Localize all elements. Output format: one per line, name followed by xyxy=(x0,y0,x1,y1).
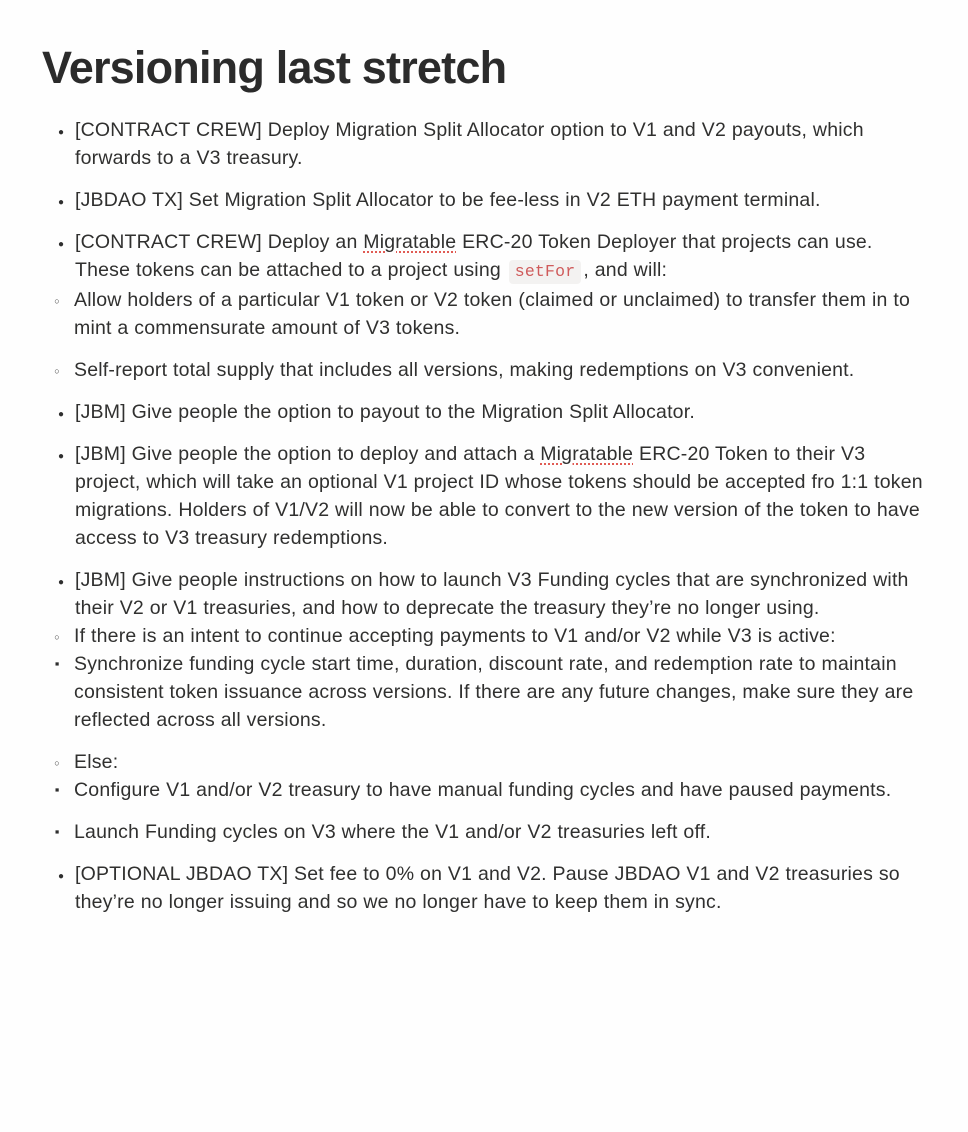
misspelled-word: Migratable xyxy=(540,443,634,466)
text-segment: [JBM] Give people the option to deploy and attach a xyxy=(75,443,541,466)
list-item xyxy=(42,622,924,734)
list-item-text: Configure V1 and/or V2 treasury to have manual funding cycles and have paused payments. xyxy=(74,779,892,802)
list-item-text: Synchronize funding cycle start time, duration, discount rate, and redemption rate to maintain consistent token issuance across versions. If there are any future changes, make sure they are reflected across all versions. xyxy=(74,653,914,732)
bullet-filled-circle-icon xyxy=(50,186,72,217)
text-segment: [CONTRACT CREW] Deploy an xyxy=(75,231,364,254)
list-item-row xyxy=(42,622,924,650)
text-segment: , and will: xyxy=(583,259,668,282)
list-item-text: Else: xyxy=(74,751,119,774)
list-item xyxy=(42,566,924,846)
misspelled-word: Migratable xyxy=(363,231,457,254)
list-item-row xyxy=(42,440,924,552)
list-item xyxy=(42,440,924,552)
bullet-hollow-circle-icon xyxy=(46,622,68,651)
bullet-filled-circle-icon xyxy=(50,228,72,259)
outline-list-level-2 xyxy=(42,622,924,846)
text-segment: ERC-20 Token Deployer that projects can use. These tokens can be attached to a project using xyxy=(75,231,873,282)
list-item xyxy=(42,186,924,214)
list-item-text: If there is an intent to continue accepting payments to V1 and/or V2 while V3 is active: xyxy=(74,625,836,648)
bullet-hollow-circle-icon xyxy=(46,356,68,385)
list-item xyxy=(42,748,924,846)
bullet-filled-square-icon xyxy=(46,650,68,678)
bullet-filled-circle-icon xyxy=(50,398,72,429)
inline-code-token: setFor xyxy=(509,260,582,284)
list-item-text: [CONTRACT CREW] Deploy Migration Split Allocator option to V1 and V2 payouts, which forwards to a V3 treasury. xyxy=(75,119,864,170)
list-item-text: Allow holders of a particular V1 token or V2 token (claimed or unclaimed) to transfer them in to mint a commensurate amount of V3 tokens. xyxy=(74,289,911,340)
list-item-text: [JBDAO TX] Set Migration Split Allocator to be fee-less in V2 ETH payment terminal. xyxy=(75,189,821,212)
bullet-filled-square-icon xyxy=(46,818,68,846)
list-item xyxy=(42,650,924,734)
list-item-row xyxy=(42,650,924,734)
list-item-row xyxy=(42,818,924,846)
list-item xyxy=(42,286,924,342)
list-item xyxy=(42,116,924,172)
list-item-text xyxy=(75,228,924,286)
outline-list-level-2 xyxy=(42,286,924,384)
bullet-hollow-circle-icon xyxy=(46,286,68,315)
list-item-row xyxy=(42,398,924,426)
list-item-row xyxy=(42,860,924,916)
list-item-text: Launch Funding cycles on V3 where the V1 and/or V2 treasuries left off. xyxy=(74,821,711,844)
list-item-row xyxy=(42,116,924,172)
bullet-filled-circle-icon xyxy=(50,116,72,147)
list-item-row xyxy=(42,776,924,804)
list-item-text xyxy=(75,440,924,552)
list-item-row xyxy=(42,566,924,622)
list-item xyxy=(42,776,924,804)
bullet-filled-circle-icon xyxy=(50,860,72,891)
list-item-text: [OPTIONAL JBDAO TX] Set fee to 0% on V1 and V2. Pause JBDAO V1 and V2 treasuries so they’re no longer issuing and so we no longer have to keep them in sync. xyxy=(75,863,900,914)
bullet-filled-square-icon xyxy=(46,776,68,804)
list-item-row xyxy=(42,748,924,776)
list-item xyxy=(42,228,924,384)
bullet-hollow-circle-icon xyxy=(46,748,68,777)
list-item xyxy=(42,356,924,384)
list-item xyxy=(42,398,924,426)
list-item-text: [JBM] Give people the option to payout to the Migration Split Allocator. xyxy=(75,401,695,424)
page-title: Versioning last stretch xyxy=(42,42,507,93)
list-item xyxy=(42,818,924,846)
list-item-row xyxy=(42,286,924,342)
list-item-row xyxy=(42,356,924,384)
outline-list-level-3 xyxy=(42,650,924,734)
list-item-row xyxy=(42,186,924,214)
list-item-row xyxy=(42,228,924,286)
list-item-text: Self-report total supply that includes all versions, making redemptions on V3 convenient. xyxy=(74,359,855,382)
outline-list-level-3 xyxy=(42,776,924,846)
bullet-filled-circle-icon xyxy=(50,566,72,597)
text-segment: ERC-20 Token to their V3 project, which will take an optional V1 project ID whose tokens should be accepted fro 1:1 token migrations. Holders of V1/V2 will now be able to convert to the new version of the token to have access to V3 treasury redemptions. xyxy=(75,443,923,550)
list-item xyxy=(42,860,924,916)
bullet-filled-circle-icon xyxy=(50,440,72,471)
list-item-text: [JBM] Give people instructions on how to launch V3 Funding cycles that are synchronized with their V2 or V1 treasuries, and how to deprecate the treasury they’re no longer using. xyxy=(75,569,909,620)
outline-list-level-1 xyxy=(42,116,924,916)
